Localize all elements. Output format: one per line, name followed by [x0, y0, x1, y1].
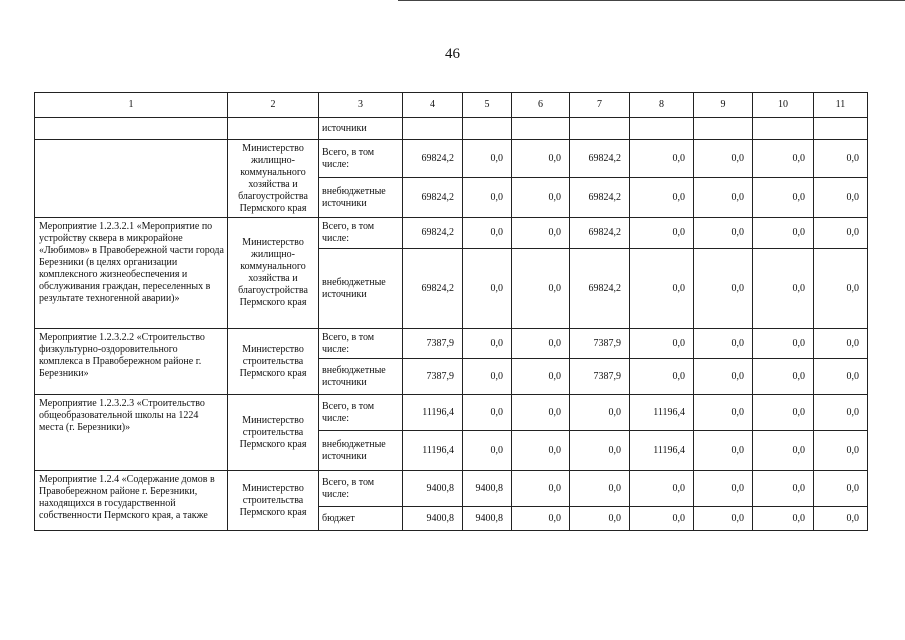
amount-cell: 69824,2: [570, 218, 630, 249]
agency-cell: Министерство строительства Пермского края: [228, 395, 319, 471]
amount-cell: 0,0: [463, 178, 512, 218]
funding-source-cell: Всего, в том числе:: [319, 218, 403, 249]
funding-source-cell: бюджет: [319, 507, 403, 531]
amount-cell: 0,0: [753, 395, 814, 431]
amount-cell: 69824,2: [570, 178, 630, 218]
amount-cell: 0,0: [753, 359, 814, 395]
amount-cell: 0,0: [512, 359, 570, 395]
amount-cell: 0,0: [512, 395, 570, 431]
table-row: [35, 218, 868, 249]
funding-source-cell: источники: [319, 118, 403, 140]
amount-cell: 0,0: [694, 359, 753, 395]
amount-cell: 0,0: [694, 431, 753, 471]
column-header: 6: [512, 93, 570, 118]
amount-cell: [570, 118, 630, 140]
amount-cell: 0,0: [630, 249, 694, 329]
amount-cell: 9400,8: [403, 471, 463, 507]
amount-cell: 0,0: [630, 178, 694, 218]
amount-cell: [753, 118, 814, 140]
amount-cell: 11196,4: [403, 431, 463, 471]
amount-cell: 9400,8: [403, 507, 463, 531]
amount-cell: 0,0: [694, 471, 753, 507]
amount-cell: 11196,4: [403, 395, 463, 431]
column-header: 7: [570, 93, 630, 118]
amount-cell: 0,0: [814, 431, 868, 471]
amount-cell: 0,0: [694, 329, 753, 359]
amount-cell: 0,0: [814, 507, 868, 531]
measure-cell: [35, 140, 228, 218]
amount-cell: 7387,9: [403, 329, 463, 359]
amount-cell: 0,0: [463, 431, 512, 471]
amount-cell: 0,0: [463, 329, 512, 359]
amount-cell: 0,0: [512, 329, 570, 359]
amount-cell: 69824,2: [570, 140, 630, 178]
amount-cell: 0,0: [630, 140, 694, 178]
column-header: 11: [814, 93, 868, 118]
agency-cell: Министерство строительства Пермского края: [228, 329, 319, 395]
amount-cell: 0,0: [814, 249, 868, 329]
amount-cell: 0,0: [814, 329, 868, 359]
amount-cell: 7387,9: [403, 359, 463, 395]
amount-cell: 0,0: [753, 507, 814, 531]
amount-cell: 69824,2: [570, 249, 630, 329]
amount-cell: 0,0: [753, 249, 814, 329]
funding-source-cell: внебюджетные источники: [319, 359, 403, 395]
amount-cell: 0,0: [570, 395, 630, 431]
funding-source-cell: Всего, в том числе:: [319, 395, 403, 431]
table-row: [35, 118, 868, 140]
amount-cell: 0,0: [512, 140, 570, 178]
measure-cell: Мероприятие 1.2.3.2.1 «Мероприятие по устройству сквера в микрорайоне «Любимов» в Правобережной части города Березники (в целях организации комплексного жизнеобеспечения и обслуживания граждан, переселенных в результате техногенной аварии)»: [35, 218, 228, 329]
amount-cell: [630, 118, 694, 140]
amount-cell: [694, 118, 753, 140]
amount-cell: 0,0: [630, 359, 694, 395]
amount-cell: 0,0: [753, 218, 814, 249]
amount-cell: 7387,9: [570, 329, 630, 359]
amount-cell: 0,0: [753, 329, 814, 359]
column-header: 3: [319, 93, 403, 118]
amount-cell: 0,0: [512, 178, 570, 218]
measure-cell: Мероприятие 1.2.3.2.3 «Строительство общеобразовательной школы на 1224 места (г. Березники)»: [35, 395, 228, 471]
amount-cell: 0,0: [814, 218, 868, 249]
amount-cell: 0,0: [512, 218, 570, 249]
amount-cell: 0,0: [694, 249, 753, 329]
amount-cell: [814, 118, 868, 140]
amount-cell: 0,0: [630, 218, 694, 249]
amount-cell: 0,0: [570, 431, 630, 471]
amount-cell: 0,0: [570, 507, 630, 531]
amount-cell: 0,0: [463, 249, 512, 329]
amount-cell: 0,0: [694, 218, 753, 249]
amount-cell: 11196,4: [630, 431, 694, 471]
amount-cell: 0,0: [753, 471, 814, 507]
amount-cell: 69824,2: [403, 249, 463, 329]
amount-cell: 0,0: [630, 507, 694, 531]
budget-table: [34, 92, 868, 531]
amount-cell: 9400,8: [463, 507, 512, 531]
amount-cell: 69824,2: [403, 218, 463, 249]
amount-cell: 0,0: [463, 218, 512, 249]
amount-cell: 0,0: [512, 249, 570, 329]
amount-cell: 0,0: [512, 431, 570, 471]
column-header: 10: [753, 93, 814, 118]
amount-cell: 0,0: [463, 395, 512, 431]
page-number: 46: [445, 46, 460, 62]
column-header: 4: [403, 93, 463, 118]
amount-cell: 0,0: [694, 178, 753, 218]
amount-cell: 0,0: [814, 178, 868, 218]
column-header: 2: [228, 93, 319, 118]
funding-source-cell: Всего, в том числе:: [319, 471, 403, 507]
table-row: [35, 329, 868, 359]
funding-source-cell: внебюджетные источники: [319, 249, 403, 329]
measure-cell: Мероприятие 1.2.4 «Содержание домов в Правобережном районе г. Березники, находящихся в государственной собственности Пермского края, а также: [35, 471, 228, 531]
header-row: [35, 93, 868, 118]
amount-cell: 0,0: [814, 395, 868, 431]
funding-source-cell: внебюджетные источники: [319, 431, 403, 471]
amount-cell: 0,0: [814, 471, 868, 507]
amount-cell: 0,0: [512, 471, 570, 507]
column-header: 9: [694, 93, 753, 118]
amount-cell: 0,0: [694, 395, 753, 431]
amount-cell: [512, 118, 570, 140]
agency-cell: [228, 118, 319, 140]
amount-cell: 0,0: [630, 471, 694, 507]
top-rule: [398, 0, 905, 1]
amount-cell: [463, 118, 512, 140]
amount-cell: 0,0: [463, 359, 512, 395]
amount-cell: 0,0: [814, 359, 868, 395]
amount-cell: 11196,4: [630, 395, 694, 431]
amount-cell: 0,0: [512, 507, 570, 531]
amount-cell: 0,0: [630, 329, 694, 359]
amount-cell: 0,0: [753, 178, 814, 218]
amount-cell: 0,0: [814, 140, 868, 178]
funding-source-cell: Всего, в том числе:: [319, 329, 403, 359]
agency-cell: Министерство жилищно-коммунального хозяйства и благоустройства Пермского края: [228, 140, 319, 218]
amount-cell: 0,0: [753, 140, 814, 178]
amount-cell: 9400,8: [463, 471, 512, 507]
column-header: 1: [35, 93, 228, 118]
amount-cell: 0,0: [694, 140, 753, 178]
amount-cell: 0,0: [753, 431, 814, 471]
amount-cell: 0,0: [570, 471, 630, 507]
amount-cell: 69824,2: [403, 140, 463, 178]
amount-cell: 0,0: [694, 507, 753, 531]
agency-cell: Министерство жилищно-коммунального хозяйства и благоустройства Пермского края: [228, 218, 319, 329]
measure-cell: Мероприятие 1.2.3.2.2 «Строительство физкультурно-оздоровительного комплекса в Правобережном районе г. Березники»: [35, 329, 228, 395]
table-row: [35, 395, 868, 431]
amount-cell: 0,0: [463, 140, 512, 178]
amount-cell: 69824,2: [403, 178, 463, 218]
column-header: 5: [463, 93, 512, 118]
amount-cell: 7387,9: [570, 359, 630, 395]
agency-cell: Министерство строительства Пермского края: [228, 471, 319, 531]
measure-cell: [35, 118, 228, 140]
funding-source-cell: внебюджетные источники: [319, 178, 403, 218]
funding-source-cell: Всего, в том числе:: [319, 140, 403, 178]
column-header: 8: [630, 93, 694, 118]
table-row: [35, 471, 868, 507]
table-row: [35, 140, 868, 178]
amount-cell: [403, 118, 463, 140]
